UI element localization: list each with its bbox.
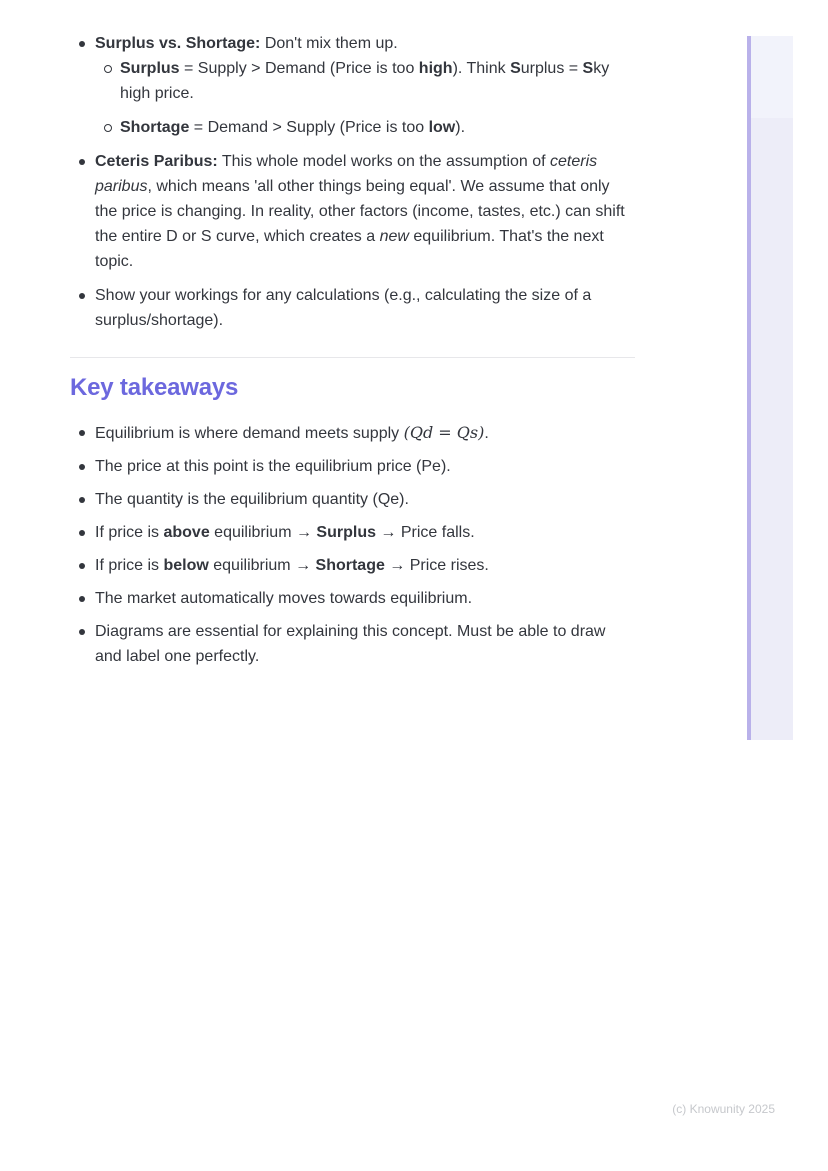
text-segment: = Supply > Demand (Price is too: [179, 60, 419, 77]
notes-list: [70, 31, 635, 333]
text-segment: Surplus: [316, 524, 376, 541]
note-content: [70, 31, 635, 677]
text-segment: S: [510, 60, 521, 77]
text-segment: If price is: [95, 557, 164, 574]
text-segment: S: [582, 60, 594, 77]
text-segment: Surplus: [120, 60, 180, 77]
text-segment: → Price falls.: [375, 524, 475, 541]
footer-copyright: (c) Knowunity 2025: [672, 1102, 775, 1116]
list-item: [70, 283, 635, 333]
text-segment: Shortage: [120, 119, 190, 136]
panel-highlight: [751, 36, 793, 118]
list-item: [70, 31, 635, 140]
text-segment: Show your workings for any calculations (e.g., calculating the size of a surplus/shortage).: [95, 287, 592, 329]
text-segment: , which means 'all other things being equal'. We assume that only the price is changing. In reality, other factors (income, tastes, etc.) can shift the entire D or S curve, which creates a: [95, 178, 625, 245]
text-segment: ceteris paribus: [95, 153, 598, 195]
text-segment: = Demand > Supply (Price is too: [189, 119, 429, 136]
text-segment: ). Think: [452, 60, 511, 77]
takeaways-list: [70, 420, 635, 669]
list-item: [70, 149, 635, 274]
text-segment: equilibrium →: [209, 524, 317, 541]
list-item: [70, 520, 635, 545]
list-item: [70, 553, 635, 578]
text-segment: The price at this point is the equilibrium price (Pe).: [95, 458, 451, 475]
sub-list: [95, 56, 635, 140]
section-divider: [70, 357, 635, 358]
text-segment: If price is: [95, 524, 164, 541]
list-item: [70, 619, 635, 669]
list-item: [70, 586, 635, 611]
text-segment: above: [163, 524, 210, 541]
text-segment: new: [379, 228, 409, 245]
text-segment: ).: [455, 119, 466, 136]
text-segment: Surplus vs. Shortage:: [95, 35, 261, 52]
text-segment: The market automatically moves towards equilibrium.: [95, 590, 473, 607]
text-segment: This whole model works on the assumption of: [217, 153, 551, 170]
text-segment: below: [163, 557, 209, 574]
text-segment: Shortage: [315, 557, 385, 574]
text-segment: low: [428, 119, 456, 136]
key-takeaways-heading: Key takeaways: [70, 374, 239, 401]
list-item: [70, 487, 635, 512]
list-item: [70, 454, 635, 479]
text-segment: ky high price.: [120, 60, 610, 102]
text-segment: equilibrium →: [208, 557, 316, 574]
text-segment: Diagrams are essential for explaining this concept. Must be able to draw and label one perfectly.: [95, 623, 606, 665]
text-segment: The quantity is the equilibrium quantity (Qe).: [95, 491, 409, 508]
list-item: [70, 420, 635, 446]
text-segment: Ceteris Paribus:: [95, 153, 218, 170]
text-segment: high: [418, 60, 453, 77]
text-segment: → Price rises.: [384, 557, 489, 574]
text-segment: .: [484, 425, 489, 442]
text-segment: equilibrium. That's the next topic.: [95, 228, 604, 270]
text-segment: Don't mix them up.: [260, 35, 398, 52]
sub-list-item: [95, 115, 635, 140]
text-segment: urplus =: [520, 60, 583, 77]
sub-list-item: [95, 56, 635, 106]
text-segment: (Qd = Qs): [403, 423, 485, 442]
text-segment: Equilibrium is where demand meets supply: [95, 425, 404, 442]
right-margin-panel: [747, 36, 793, 740]
